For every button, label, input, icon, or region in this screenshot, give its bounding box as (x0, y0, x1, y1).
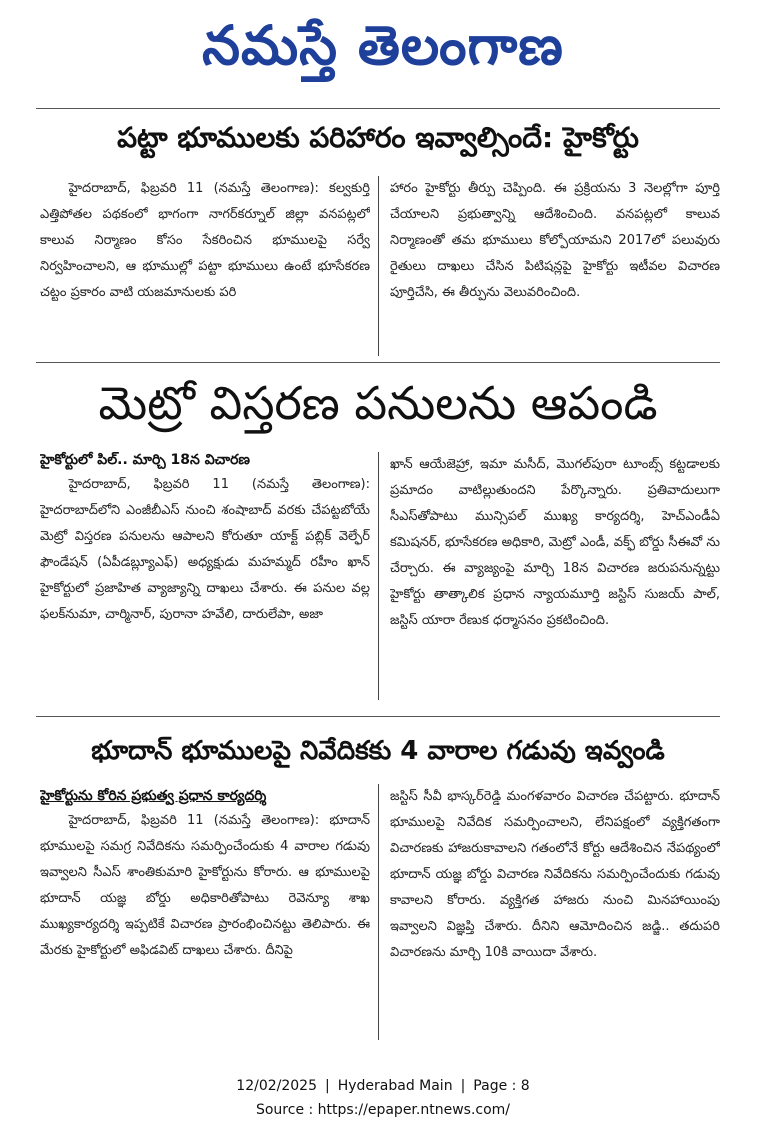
footer-edition: Hyderabad Main (337, 1078, 453, 1094)
article-3-right-text: జస్టిస్ సీవీ భాస్కర్‌రెడ్డి మంగళవారం విచారణ చేపట్టారు. భూదాన్ భూములపై నివేదిక సమర్పించాలని, లేనిపక్షంలో వ్యక్తిగతంగా విచారణకు హాజరుకావాలని గతంలోనే కోర్టు ఆదేశించిన నేపథ్యంలో భూదాన్ యజ్ఞ బోర్డు విచారణ నివేదికను సమర్పించేందుకు గడువు కావాలని కోరారు. వ్యక్తిగత హాజరు నుంచి మినహాయింపు ఇవ్వాలని విజ్ఞప్తి చేశారు. దీనిని ఆమోదించిన జడ్జి.. తదుపరి విచారణను మార్చి 10కి వాయిదా వేశారు. (390, 789, 720, 960)
article-1-right-column (390, 176, 720, 356)
article-2-left-text: హైదరాబాద్, ఫిబ్రవరి 11 (నమస్తే తెలంగాణ): హైదరాబాద్‌లోని ఎంజీబీఎస్ నుంచి శంషాబాద్ వరకు చేపట్టబోయే మెట్రో విస్తరణ పనులను ఆపాలని కోరుతూ యాక్ట్ పబ్లిక్ వెల్ఫేర్ ఫౌండేషన్ (ఏపీడబ్ల్యూఎఫ్) అధ్యక్షుడు మహమ్మద్ రహీం ఖాన్ హైకోర్టులో ప్రజాహిత వ్యాజ్యాన్ని దాఖలు చేశారు. ఈ పనుల వల్ల ఫలక్‌నుమా, చార్మినార్, పురానా హవేలి, దారులేపా, అజా (40, 477, 370, 622)
footer-date: 12/02/2025 (236, 1078, 317, 1094)
article-3-left-column (40, 784, 370, 1044)
article-3-left-text: హైదరాబాద్, ఫిబ్రవరి 11 (నమస్తే తెలంగాణ): భూదాన్ భూములపై సమగ్ర నివేదికను సమర్పించేందుకు 4 వారాల గడువు ఇవ్వాలని సీఎస్ శాంతికుమారి హైకోర్టును కోరారు. ఆ భూములపై భూదాన్ యజ్ఞ బోర్డు అధికారితోపాటు రెవెన్యూ శాఖ ముఖ్యకార్యదర్శి ఇప్పటికే విచారణ ప్రారంభించినట్టు తెలిపారు. ఈ మేరకు హైకోర్టులో అఫిడవిట్ దాఖలు చేశారు. దీనిపై (40, 813, 370, 958)
divider (36, 362, 720, 363)
article-3-subheading: హైకోర్టును కోరిన ప్రభుత్వ ప్రధాన కార్యదర్శి (40, 788, 267, 804)
column-divider (378, 176, 379, 356)
article-2-left-column (40, 448, 370, 708)
article-1-headline: పట్టా భూములకు పరిహారం ఇవ్వాల్సిందే: హైకోర్టు (117, 121, 639, 154)
column-divider (378, 784, 379, 1040)
article-2-headline: మెట్రో విస్తరణ పనులను ఆపండి (98, 376, 658, 430)
masthead-logo: నమస్తే తెలంగాణ (202, 14, 564, 77)
article-1-left-column (40, 176, 370, 356)
article-2-right-text: ఖాన్ ఆయేజెహ్రా, ఇమా మసీద్, మొగల్‌పురా టూంబ్స్ కట్టడాలకు ప్రమాదం వాటిల్లుతుందని పేర్కొన్నారు. ప్రతివాదులుగా సీఎస్‌తోపాటు మున్సిపల్ ముఖ్య కార్యదర్శి, హెచ్‌ఎండీఏ కమిషనర్, భూసేకరణ అధికారి, మెట్రో ఎండీ, వక్ఫ్ బోర్డు సీఈవో ను చేర్చారు. ఈ వ్యాజ్యంపై మార్చి 18న విచారణ జరుపనున్నట్టు హైకోర్టు తాత్కాలిక ప్రధాన న్యాయమూర్తి జస్టిస్ సుజయ్ పాల్, జస్టిస్ యారా రేణుక ధర్మాసనం ప్రకటించింది. (390, 457, 720, 628)
footer-source: Source : https://epaper.ntnews.com/ (255, 1102, 511, 1118)
column-divider (378, 452, 379, 700)
article-3-headline: భూదాన్ భూములపై నివేదికకు 4 వారాల గడువు ఇవ్వండి (91, 736, 665, 766)
article-2-right-column (390, 452, 720, 702)
article-2-subheading: హైకోర్టులో పిల్.. మార్చి 18న విచారణ (40, 452, 250, 468)
article-1-left-text: హైదరాబాద్, ఫిబ్రవరి 11 (నమస్తే తెలంగాణ): కల్వకుర్తి ఎత్తిపోతల పథకంలో భాగంగా నాగర్‌కర్నూల్ జిల్లా వనపట్లలో కాలువ నిర్మాణం కోసం సేకరించిన భూములపై సర్వే నిర్వహించాలని, ఆ భూముల్లో పట్టా భూములు ఉంటే భూసేకరణ చట్టం ప్రకారం వాటి యజమానులకు పరి (40, 181, 370, 300)
footer-info: 12/02/2025 | Hyderabad Main | Page : 8 (236, 1078, 530, 1094)
article-1-right-text: హారం హైకోర్టు తీర్పు చెప్పింది. ఈ ప్రక్రియను 3 నెలల్లోగా పూర్తి చేయాలని ప్రభుత్వాన్ని ఆదేశించింది. వనపట్లలో కాలువ నిర్మాణంతో తమ భూములు కోల్పోయామని 2017లో పలువురు రైతులు దాఖలు చేసిన పిటిషన్లపై హైకోర్టు ఇటీవల విచారణ పూర్తిచేసి, ఈ తీర్పును వెలువరించింది. (390, 181, 720, 300)
divider (36, 716, 720, 717)
divider (36, 108, 720, 109)
footer-page: Page : 8 (473, 1078, 530, 1094)
article-3-right-column (390, 784, 720, 1040)
